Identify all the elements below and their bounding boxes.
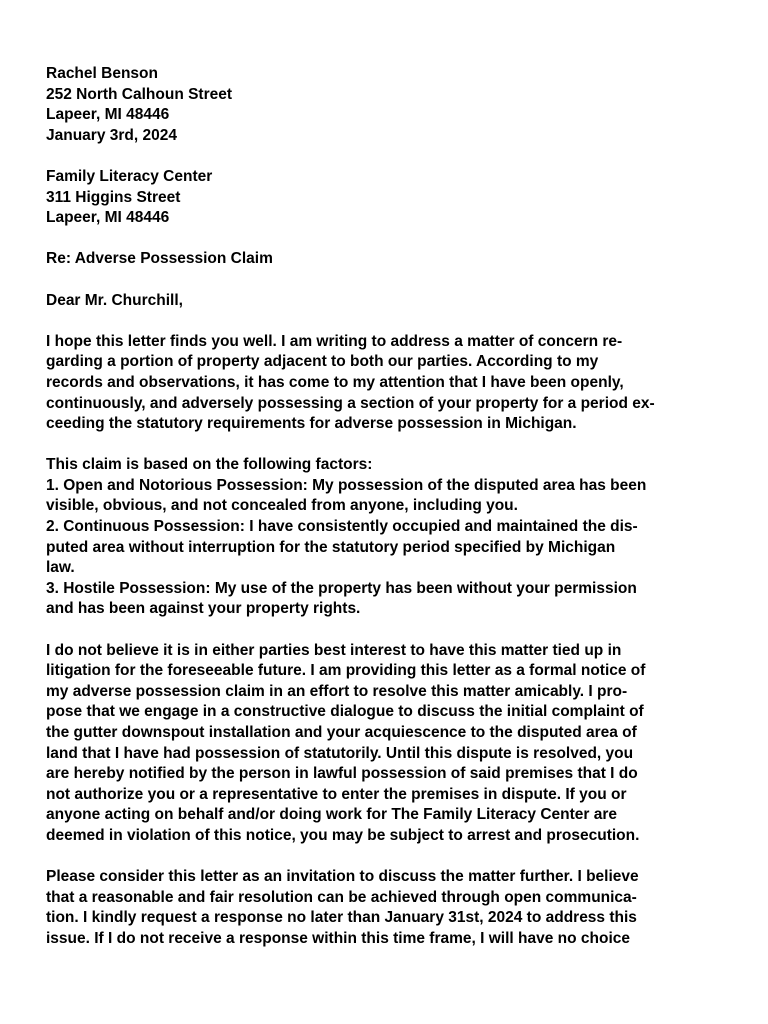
recipient-street: 311 Higgins Street — [46, 188, 181, 206]
list-item: puted area without interruption for the statutory period specified by Michigan — [46, 538, 616, 556]
paragraph-line: that a reasonable and fair resolution can be achieved through open communica- — [46, 888, 637, 906]
paragraph-line: are hereby notified by the person in lawful possession of said premises that I do — [46, 765, 638, 783]
list-item: 1. Open and Notorious Possession: My possession of the disputed area has been — [46, 476, 647, 494]
recipient-address — [46, 167, 726, 229]
list-item: 3. Hostile Possession: My use of the property has been without your permission — [46, 579, 637, 597]
paragraph-line: tion. I kindly request a response no later than January 31st, 2024 to address this — [46, 909, 637, 927]
list-item: 2. Continuous Possession: I have consistently occupied and maintained the dis- — [46, 518, 638, 536]
sender-name: Rachel Benson — [46, 65, 158, 82]
factors-list — [46, 455, 726, 620]
paragraph-intro — [46, 332, 726, 435]
salutation: Dear Mr. Churchill, — [46, 291, 183, 309]
paragraph-line: continuously, and adversely possessing a section of your property for a period ex- — [46, 394, 655, 412]
paragraph-closing — [46, 867, 726, 949]
paragraph-line: litigation for the foreseeable future. I am providing this letter as a formal notice of — [46, 662, 646, 680]
paragraph-line: records and observations, it has come to my attention that I have been openly, — [46, 373, 624, 391]
recipient-city: Lapeer, MI 48446 — [46, 209, 170, 227]
paragraph-line: I hope this letter finds you well. I am writing to address a matter of concern re- — [46, 332, 623, 350]
factors-heading: This claim is based on the following factors: — [46, 456, 373, 474]
paragraph-line: I do not believe it is in either parties best interest to have this matter tied up in — [46, 641, 622, 659]
paragraph-notice — [46, 641, 726, 847]
paragraph-line: Please consider this letter as an invitation to discuss the matter further. I believe — [46, 868, 639, 886]
sender-city: Lapeer, MI 48446 — [46, 106, 170, 124]
paragraph-line: garding a portion of property adjacent to both our parties. According to my — [46, 353, 599, 371]
paragraph-line: the gutter downspout installation and your acquiescence to the disputed area of — [46, 724, 637, 741]
paragraph-line: issue. If I do not receive a response within this time frame, I will have no choice — [46, 929, 630, 947]
paragraph-line: deemed in violation of this notice, you may be subject to arrest and prosecution. — [46, 826, 640, 844]
paragraph-line: my adverse possession claim in an effort to resolve this matter amicably. I pro- — [46, 682, 628, 700]
paragraph-line: land that I have had possession of statutorily. Until this dispute is resolved, you — [46, 744, 634, 762]
list-item: law. — [46, 559, 75, 577]
list-item: visible, obvious, and not concealed from anyone, including you. — [46, 497, 518, 515]
paragraph-line: not authorize you or a representative to enter the premises in dispute. If you or — [46, 785, 627, 803]
subject-line: Re: Adverse Possession Claim — [46, 250, 273, 268]
sender-street: 252 North Calhoun Street — [46, 85, 233, 103]
letter-date: January 3rd, 2024 — [46, 126, 177, 144]
sender-address — [46, 64, 726, 146]
paragraph-line: pose that we engage in a constructive dialogue to discuss the initial complaint of — [46, 703, 644, 721]
list-item: and has been against your property rights. — [46, 600, 361, 618]
paragraph-line: ceeding the statutory requirements for adverse possession in Michigan. — [46, 415, 577, 433]
letter-page — [46, 64, 726, 950]
recipient-name: Family Literacy Center — [46, 167, 213, 185]
paragraph-line: anyone acting on behalf and/or doing work for The Family Literacy Center are — [46, 806, 618, 824]
